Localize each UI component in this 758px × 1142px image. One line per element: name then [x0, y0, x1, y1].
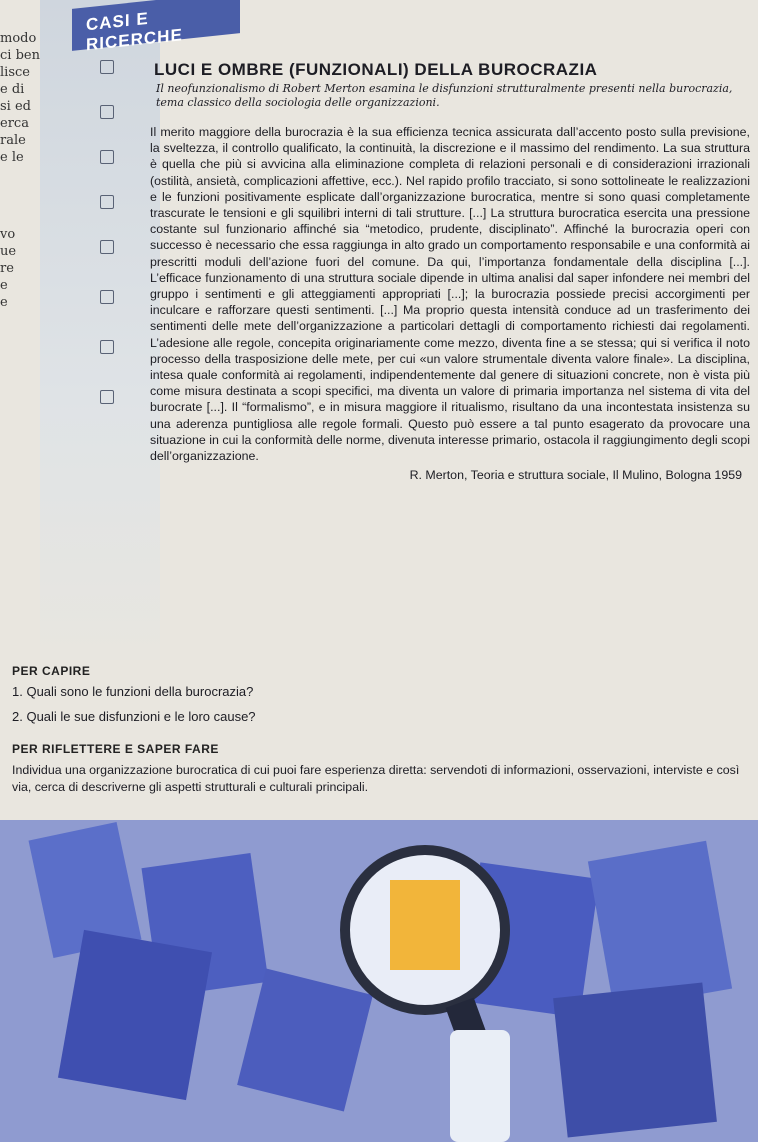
hand-icon: [450, 1030, 510, 1142]
fragment: erca: [0, 116, 29, 131]
article-body: Il merito maggiore della burocrazia è la sua efficienza tecnica assicurata dall’accento posto sulla previsione, la sveltezza, il controllo qualificato, la continuità, la discrezione e il massimo del rendimento. La sua struttura è quella che più si avvicina alla eliminazione completa di relazioni personali e di considerazioni irrazionali (ostilità, ansietà, complicazioni affettive, ecc.). Nel rapido profilo tracciato, si sono sottolineate le realizzazioni e le funzioni positivamente esplicate dall’organizzazione burocratica, mentre si sono quasi completamente trascurate le tensioni e gli squilibri interni di tali strutture. [...] La struttura burocratica esercita una pressione costante sul funzionario affinché sia “metodico, prudente, disciplinato”. Affinché la burocrazia operi con successo è necessario che essa raggiunga in alto grado un comportamento responsabile e una conformità ai prescritti moduli dell’azione fuori del comune. Da qui, l’importanza fondamentale della disciplina [...]. L’efficace funzionamento di una struttura sociale dipende in ultima analisi dal saper infondere nei membri del gruppo i sentimenti e gli atteggiamenti appropriati [...]; la burocrazia possiede precisi accorgimenti per inculcare e rafforzare questi sentimenti. [...] Ma proprio questa intensità conduce ad un trasferimento dei sentimenti delle mete dell’organizzazione a particolari dettagli di comportamento richiesti dai regolamenti. L’adesione alle regole, concepita originariamente come mezzo, diventa fine a se stessa; qui si verifica il noto processo della trasposizione delle mete, per cui «un valore strumentale diventa valore finale». La disciplina, intesa quale conformità ai regolamenti, indipendentemente dal genere di situazioni concrete, non è vista più come misura destinata a scopi specifici, ma diventa un valore di primaria importanza nel sistema di vita del burocrate [...]. Il “formalismo”, e in misura maggiore il ritualismo, risultano da una incontestata insistenza su una aderenza puntigliosa alle regole formali. Questo può essere a tal punto esagerato da provocare una situazione in cui la conformità delle norme, divenuta interesse primario, ostacola il raggiungimento degli scopi dell’organizzazione.: [150, 125, 750, 464]
document-icon: [588, 841, 732, 1010]
fragment: ue: [0, 244, 17, 259]
per-riflettere-section: [12, 742, 742, 796]
question-1: 1. Quali sono le funzioni della burocrazia?: [12, 684, 254, 699]
previous-page-text-fragments: [0, 30, 42, 311]
per-riflettere-heading: PER RIFLETTERE E SAPER FARE: [12, 742, 219, 756]
fragment: re: [0, 261, 14, 276]
article-intro: Il neofunzionalismo di Robert Merton esamina le disfunzioni strutturalmente presenti nella burocrazia, tema classico della sociologia delle organizzazioni.: [156, 82, 733, 109]
window-icon: [100, 390, 114, 404]
fragment: si ed: [0, 99, 31, 114]
per-riflettere-text: Individua una organizzazione burocratica di cui puoi fare esperienza diretta: servendoti di informazioni, osservazioni, interviste e così via, cerca di descriverne gli aspetti strutturali e culturali principali.: [12, 763, 740, 794]
window-icon: [100, 340, 114, 354]
article-citation: R. Merton, Teoria e struttura sociale, Il Mulino, Bologna 1959: [409, 468, 742, 483]
window-icon: [100, 240, 114, 254]
fragment: ci ben: [0, 48, 40, 63]
window-icon: [100, 60, 114, 74]
document-icon: [58, 930, 212, 1100]
fragment: rale: [0, 133, 26, 148]
fragment: lisce: [0, 65, 30, 80]
fragment: e: [0, 278, 8, 293]
fragment: e le: [0, 150, 24, 165]
question-2: 2. Quali le sue disfunzioni e le loro cause?: [12, 709, 256, 724]
fragment: modo: [0, 31, 37, 46]
documents-magnifier-illustration: [0, 820, 758, 1142]
fragment: e di: [0, 82, 25, 97]
window-icon: [100, 150, 114, 164]
window-icon: [100, 290, 114, 304]
per-capire-section: [12, 664, 742, 734]
window-icon: [100, 195, 114, 209]
article-title: LUCI E OMBRE (FUNZIONALI) DELLA BUROCRAZIA: [154, 60, 598, 79]
window-icon: [100, 105, 114, 119]
fragment: vo: [0, 227, 16, 242]
decorative-building-strip: [40, 0, 160, 660]
section-banner: CASI E RICERCHE: [72, 0, 240, 51]
per-capire-heading: PER CAPIRE: [12, 664, 91, 678]
document-icon: [553, 983, 717, 1138]
article: [150, 60, 750, 482]
fragment: e: [0, 295, 8, 310]
